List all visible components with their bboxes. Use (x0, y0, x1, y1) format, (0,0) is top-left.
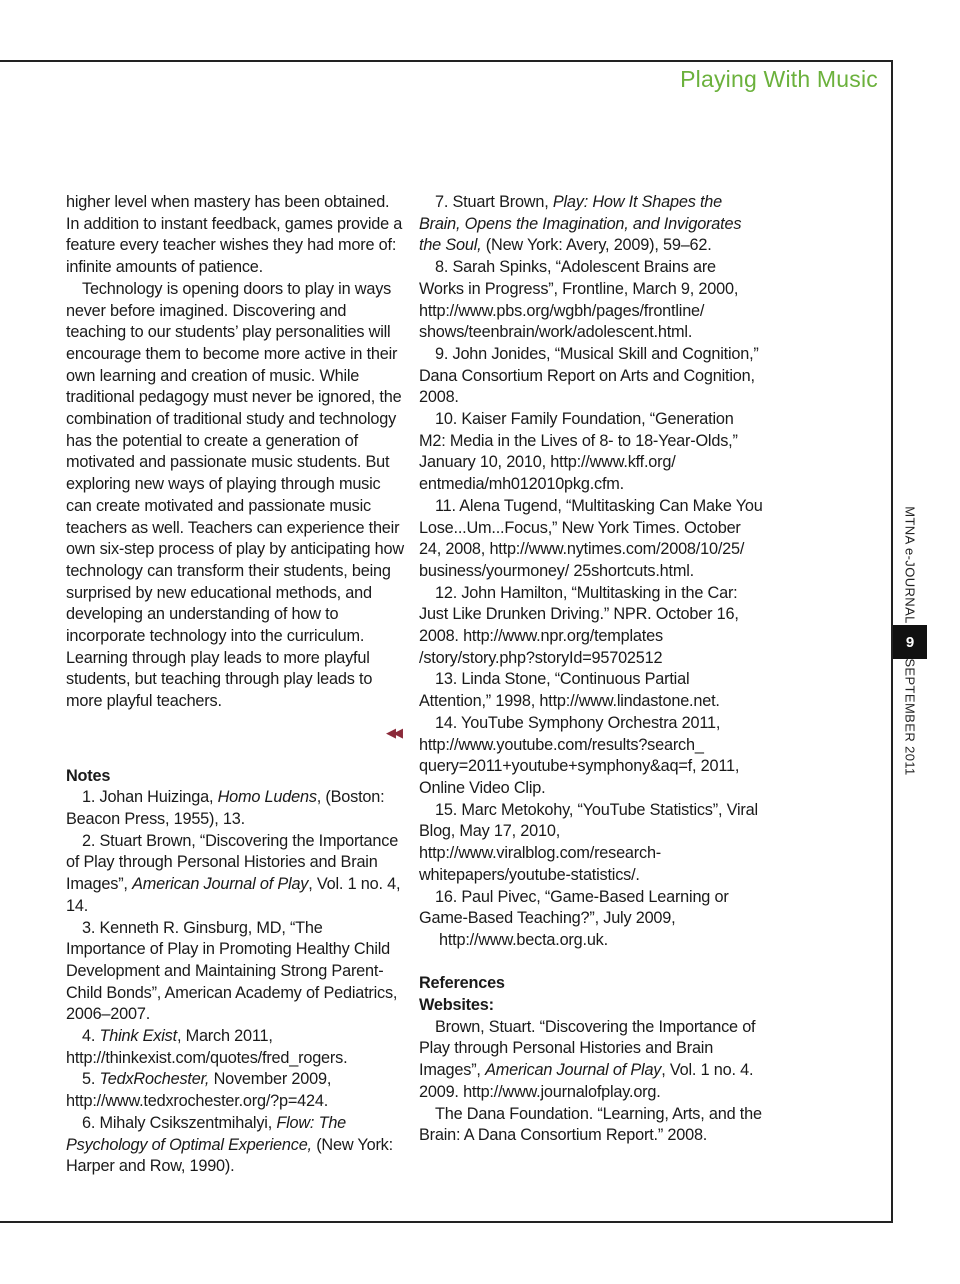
reference-2: The Dana Foundation. “Learning, Arts, and the Brain: A Dana Consortium Report.” 2008. (419, 1104, 762, 1145)
notes-heading: Notes (66, 766, 111, 785)
note-2: 2. Stuart Brown, “Discovering the Importance of Play through Personal Histories and Brain Images”, American Journal of Play, Vol. 1 no. 4, 14. (66, 831, 401, 915)
note-11: 11. Alena Tugend, “Multitasking Can Make You Lose...Um...Focus,” New York Times. October 24, 2008, http://www.nytimes.com/2008/10/25/ business/yourmoney/ 25shortcuts.html. (419, 496, 763, 580)
journal-name: MTNA e-JOURNAL (902, 506, 918, 624)
back-arrow-icon[interactable]: ◀◀ (386, 724, 400, 740)
note-1: 1. Johan Huizinga, Homo Ludens, (Boston: Beacon Press, 1955), 13. (66, 788, 385, 828)
note-13: 13. Linda Stone, “Continuous Partial Attention,” 1998, http://www.lindastone.net. (419, 670, 720, 711)
note-6: 6. Mihaly Csikszentmihalyi, Flow: The Psychology of Optimal Experience, (New York: Harper and Row, 1990). (66, 1113, 393, 1176)
note-14: 14. YouTube Symphony Orchestra 2011, http://www.youtube.com/results?search_ query=2011+youtube+symphony&aq=f, 2011, Online Video Clip. (419, 713, 740, 797)
section-title: Playing With Music (680, 66, 878, 92)
note-16: 16. Paul Pivec, “Game-Based Learning or Game-Based Teaching?”, July 2009, http://www.becta.org.uk. (419, 887, 729, 949)
references-heading: References (419, 974, 505, 993)
note-3: 3. Kenneth R. Ginsburg, MD, “The Importance of Play in Promoting Healthy Child Development and Maintaining Strong Parent-Child Bonds”, American Academy of Pediatrics, 2006–2007. (66, 918, 398, 1024)
websites-heading: Websites: (419, 996, 494, 1014)
note-15: 15. Marc Metokohy, “YouTube Statistics”, Viral Blog, May 17, 2010, http://www.viralblog.com/research-whitepapers/youtube-statistics/. (419, 800, 758, 884)
left-column (66, 192, 404, 1178)
issue-date: SEPTEMBER 2011 (902, 658, 918, 776)
note-7: 7. Stuart Brown, Play: How It Shapes the Brain, Opens the Imagination, and Invigorates the Soul, (New York: Avery, 2009), 59–62. (419, 193, 742, 255)
note-9: 9. John Jonides, “Musical Skill and Cognition,” Dana Consortium Report on Arts and Cognition, 2008. (419, 344, 759, 407)
body-paragraph: Technology is opening doors to play in ways never before imagined. Discovering and teaching to our students’ play personalities will encourage them to become more active in their own learning and creation of music. While traditional pedagogy must never be ignored, the combination of traditional study and technology has the potential to create a generation of motivated and passionate music students. But exploring new ways of playing through music can create motivated and passionate music teachers as well. Teachers can experience their own six-step process of play by anticipating how technology can transform their students, being surprised by new educational methods, and developing an understanding of how to incorporate technology into the curriculum. Learning through play leads to more playful students, but teaching through play leads to more playful teachers. (66, 279, 404, 711)
note-12: 12. John Hamilton, “Multitasking in the Car: Just Like Drunken Driving.” NPR. October 16, 2008. http://www.npr.org/templates /story/story.php?storyId=95702512 (419, 583, 739, 667)
note-10: 10. Kaiser Family Foundation, “Generation M2: Media in the Lives of 8- to 18-Year-Olds,” January 10, 2010, http://www.kff.org/ entmedia/mh012010pkg.cfm. (419, 410, 738, 494)
note-4: 4. Think Exist, March 2011, http://thinkexist.com/quotes/fred_rogers. (66, 1027, 348, 1067)
note-5: 5. TedxRochester, November 2009, http://www.tedxrochester.org/?p=424. (66, 1070, 332, 1111)
note-8: 8. Sarah Spinks, “Adolescent Brains are Works in Progress”, Frontline, March 9, 2000, http://www.pbs.org/wgbh/pages/frontline/ shows/teenbrain/work/adolescent.html. (419, 258, 739, 342)
reference-1: Brown, Stuart. “Discovering the Importance of Play through Personal Histories and Brain Images”, American Journal of Play, Vol. 1 no. 4. 2009. http://www.journalofplay.org. (419, 1017, 756, 1101)
body-paragraph: higher level when mastery has been obtained. In addition to instant feedback, games provide a feature every teacher wishes they had more of: infinite amounts of patience. (66, 193, 403, 277)
right-column (419, 192, 764, 1147)
page-number: 9 (893, 625, 927, 659)
